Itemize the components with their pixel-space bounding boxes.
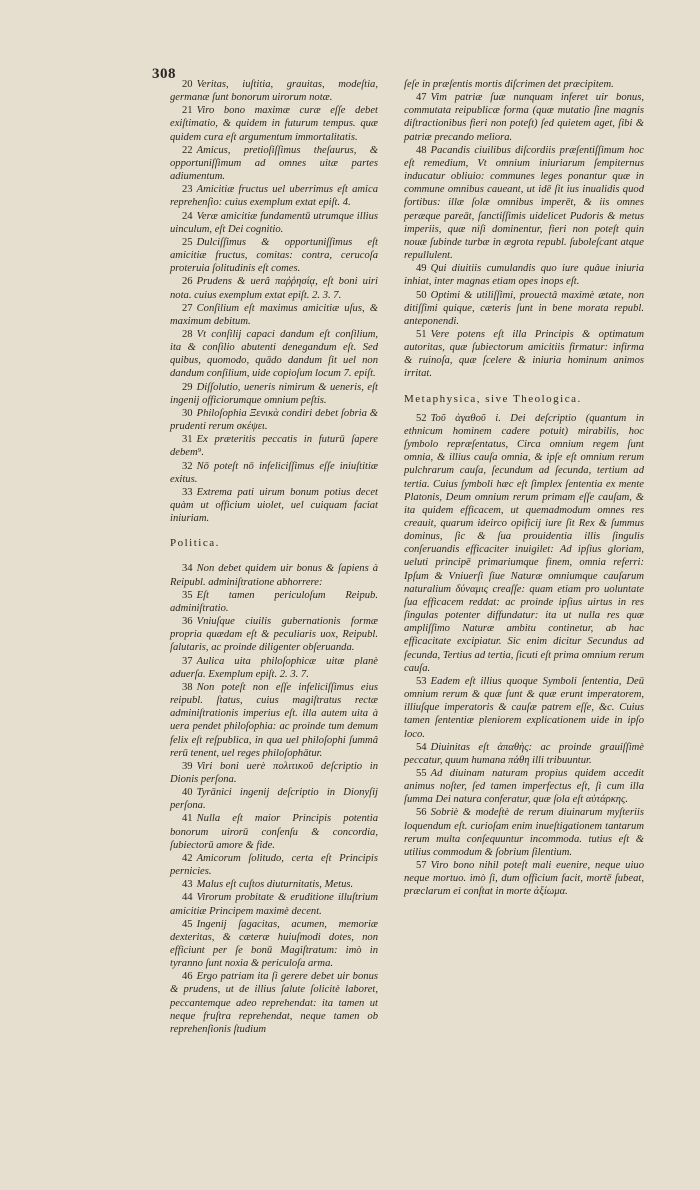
entry-continuation	[404, 78, 644, 91]
entry-number: 35	[182, 589, 193, 601]
entry	[170, 655, 378, 681]
entry	[170, 104, 378, 143]
entry-text: Malus eſt cuſtos diuturnitatis, Metus.	[196, 879, 354, 891]
entry-number: 53	[416, 675, 427, 687]
entry-number: 41	[182, 813, 193, 825]
entry-number: 36	[182, 616, 193, 628]
entry-text: Amicus, pretioſiſſimus theſaurus, & opportuniſſimum ad omnes uitæ partes adiumentum.	[170, 144, 378, 183]
entry-number: 28	[182, 328, 193, 340]
entry	[170, 275, 378, 301]
left-entries-ethics	[170, 78, 378, 525]
entry	[170, 891, 378, 917]
entry-number: 29	[182, 381, 193, 393]
entry-text: Non poteſt non eſſe infeliciſſimus eius reipubl. ſtatus, cuius magiſtratus rectæ adminiſtrationis imperius eſt. illa autem uita à uera pendet philoſophia: ac proinde tum demum felix eſt reſpublica, in qua uel philoſophi ſummâ rerū tenent, uel reges philoſophātur.	[170, 681, 378, 759]
left-entries-politica	[170, 562, 378, 1036]
entry	[170, 407, 378, 433]
entry-text: Dulciſſimus & opportuniſſimus eſt amicitiæ fructus, comitas: contra, cerucoſa proteruia ſolitudinis eſt comes.	[170, 236, 378, 275]
entry-text: Ad diuinam naturam propius quidem accedit animus noſter, ſed tamen imperfectus eſt, ſi cum illa ſumma Dei natura conferatur, quæ ſola eſt αὐτάρκης.	[404, 767, 644, 806]
entry	[404, 741, 644, 767]
entry-text: Amicitiæ fructus uel uberrimus eſt amica reprehenſio: cuius exemplum extat epiſt. 4.	[170, 184, 378, 209]
entry	[404, 767, 644, 806]
entry-text: Viri boni uerè πολιτικοῦ deſcriptio in Dionis perſona.	[170, 760, 378, 785]
entry-number: 42	[182, 852, 193, 864]
entry-number: 46	[182, 971, 193, 983]
entry-text: Philoſophia Ξενικὰ condiri debet ſobria & prudenti rerum σκέψει.	[170, 407, 378, 433]
entry	[170, 78, 378, 104]
right-entries-politica	[404, 78, 644, 381]
entry	[170, 562, 378, 588]
page-number: 308	[152, 66, 176, 82]
entry-text: Pacandis ciuilibus diſcordiis præſentiſſimum hoc eſt remedium, Vt omnium iniuriarum ſempiternus inducatur obliuio: communes leges ponantur quæ in commune omnibus caueant, ut idē ſit ius inualidis quod fortibus: illæ ſolæ omnibus imperēt, & iis omnes peræque pareāt, ſanctiſſimis uidelicet Pudoris & metus imperiis, quæ niſi dominentur, fieri non poteſt quin nouæ ſubinde turbæ in ægrota republ. ſuboleſcant atque repullulent.	[404, 144, 644, 262]
entry-number: 38	[182, 681, 193, 693]
entry-text: Qui diuitiis cumulandis quo iure quâue iniuria inhiat, inter magnas etiam opes inops eſt.	[404, 263, 644, 288]
entry	[170, 236, 378, 275]
entry	[170, 589, 378, 615]
entry	[170, 210, 378, 236]
entry-text: Viro bono nihil poteſt mali euenire, neque uiuo neque mortuo. imò ſi, dum officium facit, mortē ſubeat, præclarum ei conſtat in morte ἀξίωμα.	[404, 860, 644, 898]
entry	[404, 91, 644, 144]
entry	[170, 486, 378, 525]
entry-text: Nō poteſt nō infeliciſſimus eſſe iniuſtitiæ exitus.	[170, 460, 378, 485]
entry-text: Vt conſilij capaci dandum eſt conſilium, ita & conſilio abutenti denegandum eſt. Sed quibus, quomodo, quādo dandum ſit uel non dandum conſilium, uide copioſum locum 7. epiſt.	[170, 328, 378, 380]
entry-text: Tyrānici ingenij deſcriptio in Dionyſij perſona.	[170, 787, 378, 812]
entry	[404, 412, 644, 675]
entry	[404, 144, 644, 262]
section-heading-metaphysica: Metaphysica, sive Theologica.	[404, 392, 582, 405]
entry-text: Conſilium eſt maximus amicitiæ uſus, & maximum debitum.	[170, 302, 378, 327]
entry-text: Aulica uita philoſophicæ uitæ planè aduerſa. Exemplum epiſt. 2. 3. 7.	[170, 655, 378, 680]
entry-text: Amicorum ſolitudo, certa eſt Principis pernicies.	[170, 852, 378, 878]
entry-number: 50	[416, 289, 427, 301]
entry-number: 51	[416, 328, 427, 340]
entry-number: 26	[182, 276, 193, 288]
entry-number: 33	[182, 486, 193, 498]
entry-number: 43	[182, 879, 193, 891]
entry	[404, 806, 644, 859]
right-column	[404, 78, 644, 899]
entry	[170, 460, 378, 486]
entry	[170, 812, 378, 851]
entry-text: Prudens & uerâ παῤῥησίᾳ, eſt boni uiri nota. cuius exemplum extat epiſt. 2. 3. 7.	[170, 276, 378, 301]
entry-number: 21	[182, 105, 193, 117]
entry-number: 24	[182, 210, 193, 222]
entry-number: 32	[182, 460, 193, 472]
entry-number: 20	[182, 79, 193, 90]
entry	[170, 852, 378, 878]
entry-number: 27	[182, 302, 193, 314]
entry	[170, 970, 378, 1036]
entry	[170, 433, 378, 459]
entry	[404, 328, 644, 381]
entry	[170, 786, 378, 812]
entry	[404, 859, 644, 898]
entry	[170, 302, 378, 328]
section-heading-politica: Politica.	[170, 537, 220, 550]
entry-text: Eadem eſt illius quoque Symboli ſententia, Deū omnium rerum & quæ ſunt & quæ erunt imperatorem, illiuſque imperatoris & cauſæ patrem eſſe, &c. Cuius tamen ſententiæ pleniorem explicationem uide in ipſo loco.	[404, 675, 644, 740]
entry-number: 44	[182, 892, 193, 904]
entry-text: Optimi & utiliſſimi, prouectâ maximè ætate, non ditiſſimi quique, cæteris ſunt in bene morata republ. anteponendi.	[404, 289, 644, 327]
entry	[404, 289, 644, 328]
entry-number: 22	[182, 144, 193, 156]
entry-text: Vim patriæ ſuæ nunquam inferet uir bonus, commutata reipublicæ forma (quæ mutatio ſine magnis diſtractionibus fieri non poteſt) ſed quietem aget, ſibi & patriæ precando meliora.	[404, 92, 644, 143]
entry	[170, 183, 378, 209]
entry-number: 47	[416, 92, 427, 104]
entry-text: Viro bono maximæ curæ eſſe debet exiſtimatio, & quidem in futurum tempus. quæ quidem cura eſt argumentum immortalitatis.	[170, 105, 378, 143]
entry-number: 37	[182, 655, 193, 667]
entry-text: Ex præteritis peccatis in futurū ſapere debem⁹.	[170, 434, 378, 459]
entry-text: Ergo patriam ita ſi gerere debet uir bonus & prudens, ut de illius ſalute ſolicitè laboret, peccantemque adeo reprehendat: ita tamen ut neque fruſtra reprehendat, neque tamen ob reprehenſionis ſtudium	[170, 971, 378, 1035]
right-entries-metaphysica	[404, 412, 644, 899]
entry-number: 49	[416, 263, 427, 275]
entry-text: Extrema pati uirum bonum potius decet quàm ut officium uiolet, uel cuiquam faciat iniuriam.	[170, 486, 378, 525]
entry-text: Eſt tamen periculoſum Reipub. adminiſtratio.	[170, 589, 378, 614]
entry-number: 31	[182, 434, 193, 446]
entry-number: 39	[182, 760, 193, 772]
entry-text: Vniuſque ciuilis gubernationis formæ propria quædam eſt & peculiaris uox, Reipubl. ſalutaris, ac proinde diligenter obſeruanda.	[170, 616, 378, 654]
entry-number: 40	[182, 787, 193, 799]
entry-number: 23	[182, 184, 193, 196]
entry-text: Veræ amicitiæ fundamentū utrumque illius uinculum, eſt Dei cognitio.	[170, 210, 378, 235]
entry-number: 30	[182, 407, 193, 419]
entry	[404, 675, 644, 741]
entry-number: 56	[416, 807, 427, 819]
entry-text: Nulla eſt maior Principis potentia bonorum uirorū conſenſu & concordia, ſubiectorū amore & fide.	[170, 813, 378, 851]
entry-number: 34	[182, 563, 193, 575]
entry	[170, 328, 378, 381]
left-column	[170, 78, 378, 1036]
entry-number: 54	[416, 741, 427, 753]
entry-text: Non debet quidem uir bonus & ſapiens à Reipubl. adminiſtratione abhorrere:	[170, 563, 378, 588]
entry-number: 52	[416, 412, 427, 424]
entry	[170, 144, 378, 183]
entry	[170, 918, 378, 971]
entry-number: 57	[416, 860, 427, 872]
entry	[170, 615, 378, 654]
entry-text: Diſſolutio, ueneris nimirum & ueneris, eſt ingenij officiorumque omnium peſtis.	[170, 381, 378, 406]
entry-text: Ingenij ſagacitas, acumen, memoriæ dexteritas, & cæteræ huiuſmodi dotes, non efficiunt per ſe bonū Magiſtratum: imò in tyranno ſunt noxia & periculoſa arma.	[170, 918, 378, 970]
entry-number: 45	[182, 918, 193, 930]
entry	[170, 878, 378, 891]
entry-text: Veritas, iuſtitia, grauitas, modeſtia, germanæ ſunt bonorum uirorum notæ.	[170, 79, 378, 104]
entry-number: 48	[416, 144, 427, 156]
entry-text: Vere potens eſt illa Principis & optimatum autoritas, quæ ſubiectorum amicitiis firmatur: infirma & ruinoſa, quæ ſcelere & iniuria hominum animos irritat.	[404, 328, 644, 380]
entry-number: 25	[182, 236, 193, 248]
entry-text: Diuinitas eſt ἀπαθὴς: ac proinde grauiſſimè peccatur, quum humana πάθη illi tribuuntur.	[404, 741, 644, 766]
entry	[170, 381, 378, 407]
entry-text: Τοῦ ἀγαθοῦ i. Dei deſcriptio (quantum in ethnicum hominem cadere potuit) mirabilis, hoc ſymbolo repræſentatus, Circa omnium regem ſunt omnia, & illius cauſa omnia, & ipſe eſt omnium rerum pulchrarum cauſa, ſecundum ad ſecunda, tertium ad tertia. Cuius ſymboli hæc eſt ſimplex ſententia ex mente Platonis, Deum omnium rerum primam eſſe cauſam, & ita quidem efficacem, ut quemadmodum omnes res creauit, quarum ideirco opificij iure ſit Rex & ſummus dominus, ſic & ſua prouidentia illis ſingulis conſeruandis efficaciter inuigilet: Ad ipſius gloriam, ueluti principē primariumque finem, omnia referri: Ipſum & Vniuerſi ſiue Naturæ omniumque cauſarum naturalium δύναμις creaſſe: quam etiam pro uoluntate ſua efficacem reddat: ac proinde ipſius uirtus in res ſingulas potenter diffundatur: ita ut nulla res quæ ampliſſimo Naturæ ambitu continetur, ab hac efficacitate excipiatur. Sic enim dicitur Secundus ad ſecunda, Tertius ad tertia, ſicuti eſt prima omnium rerum cauſa.	[404, 412, 644, 674]
entry	[404, 262, 644, 288]
entry-text: ſeſe in præſentis mortis diſcrimen det præcipitem.	[404, 79, 614, 90]
entry	[170, 760, 378, 786]
entry-number: 55	[416, 767, 427, 779]
entry-text: Sobriè & modeſtè de rerum diuinarum myſteriis loquendum eſt. curioſam enim inueſtigationem tantarum rerum multa conſequuntur incommoda. tutius eſt & utilius commodum & ſobrium ſilentium.	[404, 807, 644, 858]
entry	[170, 681, 378, 760]
entry-text: Virorum probitate & eruditione illuſtrium amicitiæ Principem maximè decent.	[170, 892, 378, 917]
